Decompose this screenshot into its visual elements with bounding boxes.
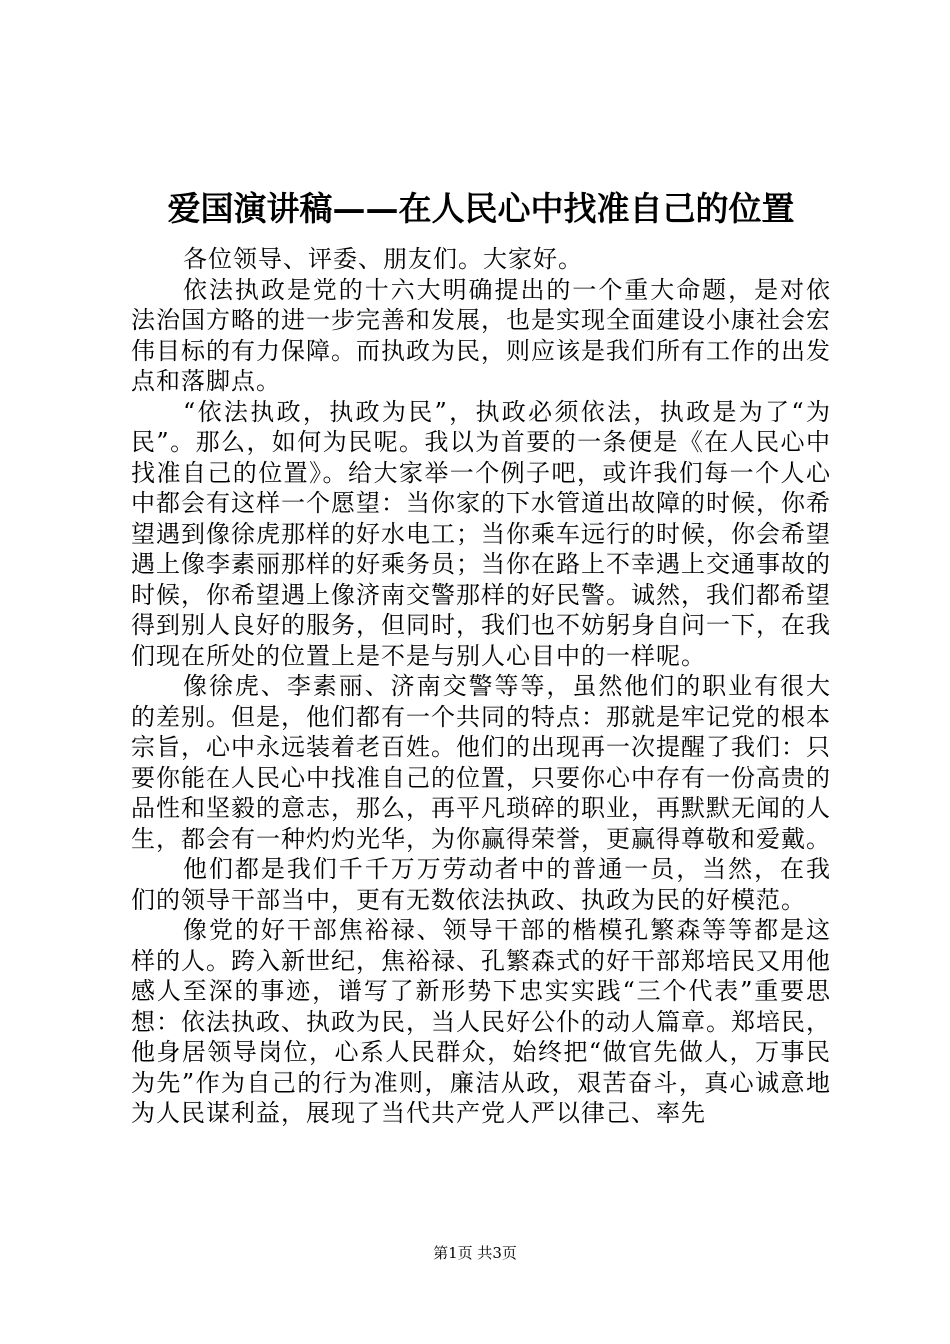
paragraph-5: 像党的好干部焦裕禄、领导干部的楷模孔繁森等等都是这样的人。跨入新世纪，焦裕禄、孔繁森式的好干部郑培民又用他感人至深的事迹，谱写了新形势下忠实实践“三个代表”重要思想：依法执政、执政为民，当人民好公仆的动人篇章。郑培民，他身居领导岗位，心系人民群众，始终把“做官先做人，万事民为先”作为自己的行为准则，廉洁从政，艰苦奋斗，真心诚意地为人民谋利益，展现了当代共产党人严以律己、率先 (131, 916, 831, 1127)
page-footer (0, 1243, 950, 1263)
page-number: 第1页 共3页 (433, 1244, 517, 1262)
paragraph-1: 依法执政是党的十六大明确提出的一个重大命题，是对依法治国方略的进一步完善和发展，也是实现全面建设小康社会宏伟目标的有力保障。而执政为民，则应该是我们所有工作的出发点和落脚点。 (131, 275, 831, 395)
paragraph-4: 他们都是我们千千万万劳动者中的普通一员，当然，在我们的领导干部当中，更有无数依法执政、执政为民的好模范。 (131, 855, 831, 914)
paragraph-3: 像徐虎、李素丽、济南交警等等，虽然他们的职业有很大的差别。但是，他们都有一个共同的特点：那就是牢记党的根本宗旨，心中永远装着老百姓。他们的出现再一次提醒了我们：只要你能在人民心中找准自己的位置，只要你心中存有一份高贵的品性和坚毅的意志，那么，再平凡琐碎的职业，再默默无闻的人生，都会有一种灼灼光华，为你赢得荣誉，更赢得尊敬和爱戴。 (131, 672, 831, 853)
document-title: 爱国演讲稿——在人民心中找准自己的位置 (167, 189, 795, 228)
paragraph-greeting: 各位领导、评委、朋友们。大家好。 (183, 245, 583, 273)
document-page (131, 180, 831, 1129)
paragraph-2: “依法执政，执政为民”，执政必须依法，执政是为了“为民”。那么，如何为民呢。我以为首要的一条便是《在人民心中找准自己的位置》。给大家举一个例子吧，或许我们每一个人心中都会有这样一个愿望：当你家的下水管道出故障的时候，你希望遇到像徐虎那样的好水电工；当你乘车远行的时候，你会希望遇上像李素丽那样的好乘务员；当你在路上不幸遇上交通事故的时候，你希望遇上像济南交警那样的好民警。诚然，我们都希望得到别人良好的服务，但同时，我们也不妨躬身自问一下，在我们现在所处的位置上是不是与别人心目中的一样呢。 (131, 397, 831, 670)
